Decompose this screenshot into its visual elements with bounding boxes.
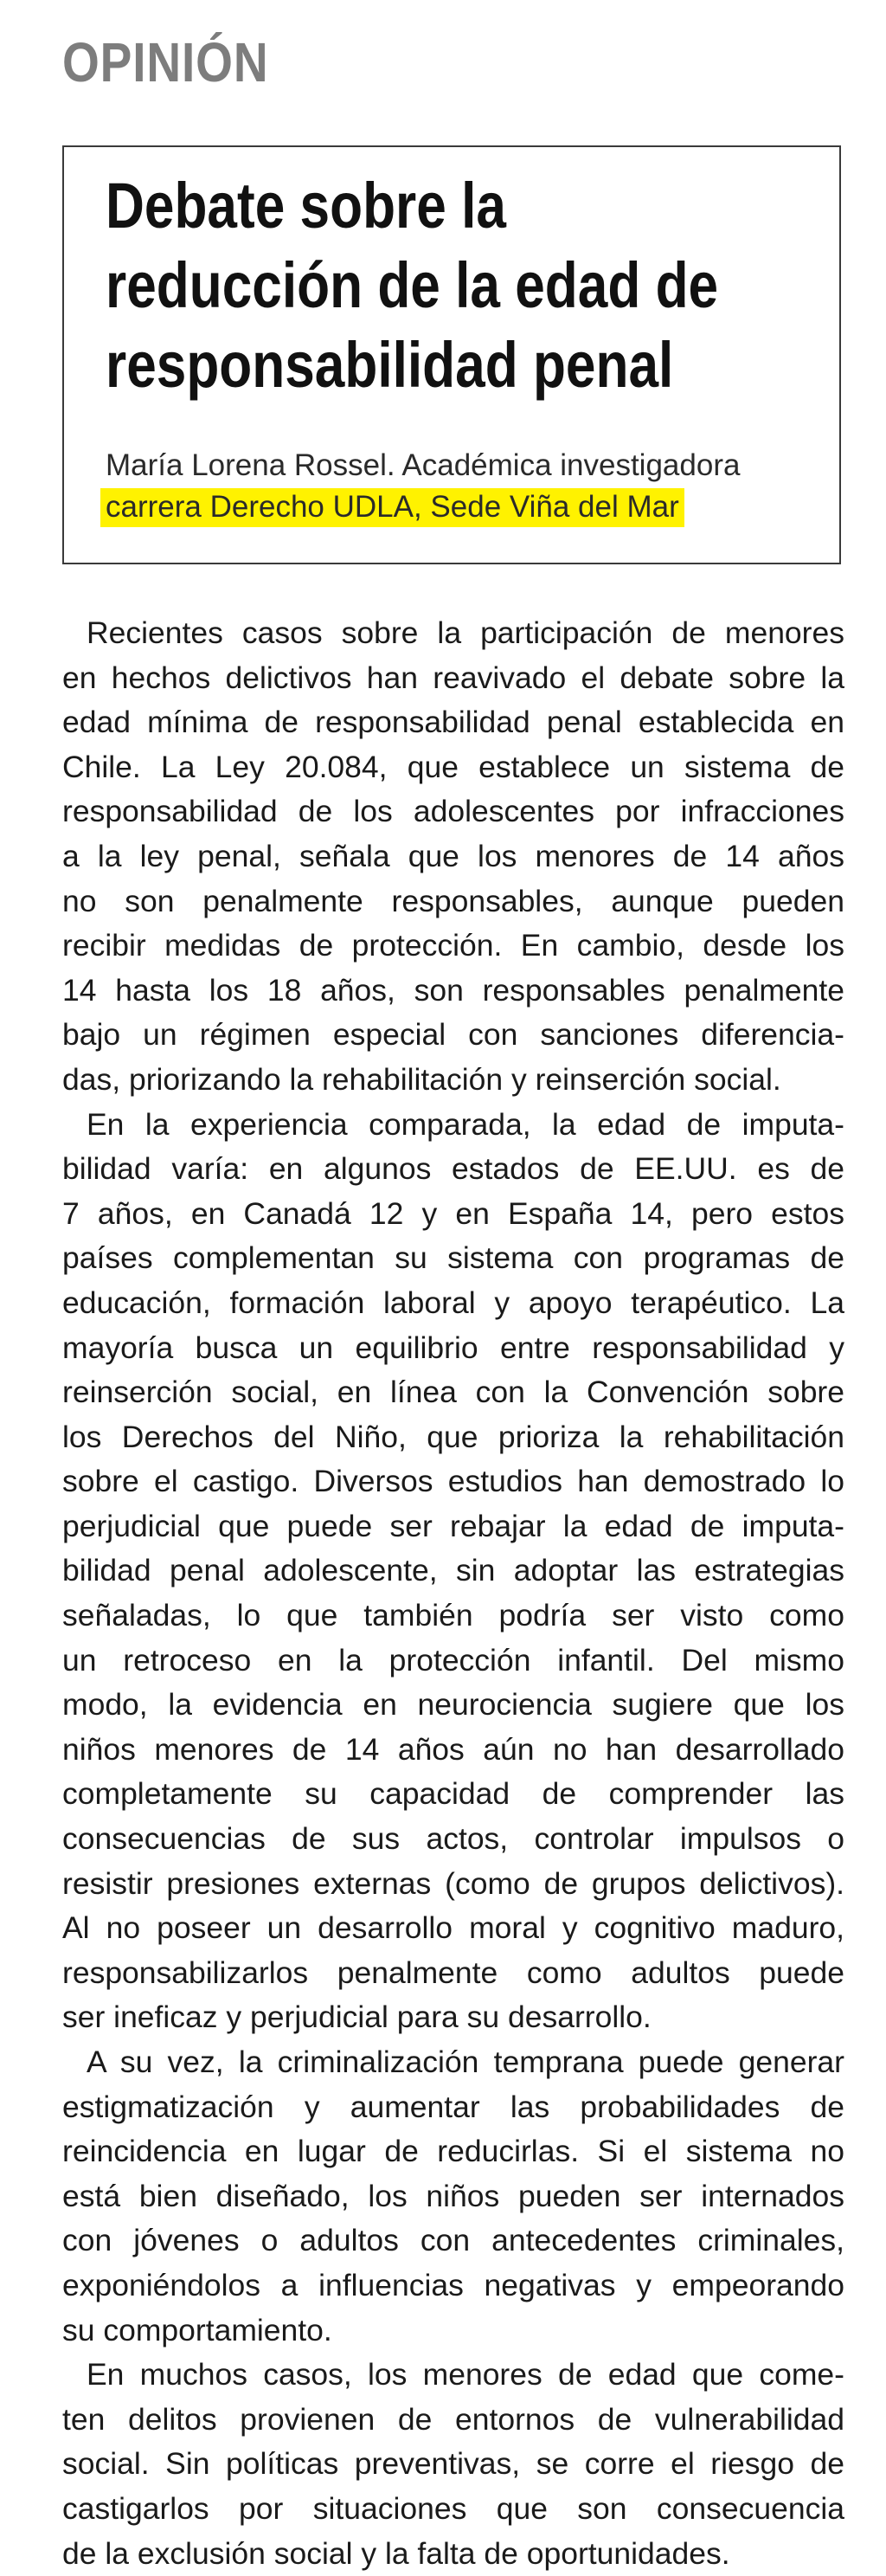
article-line: ten delitos provienen de entornos de vulnerabilidad (62, 2401, 844, 2437)
section-label: OPINIÓN (62, 31, 269, 93)
byline (106, 445, 832, 528)
headline-box (62, 145, 841, 564)
article-line: no son penalmente responsables, aunque pueden (62, 883, 844, 918)
byline-author: María Lorena Rossel. Académica investigadora (106, 448, 741, 482)
article-line: educación, formación laboral y apoyo terapéutico. La (62, 1285, 844, 1320)
headline-line: Debate sobre la (106, 170, 506, 242)
article-line: de la exclusión social y la falta de oportunidades. (62, 2535, 730, 2571)
article-line: consecuencias de sus actos, controlar impulsos o (62, 1821, 844, 1857)
article-line: social. Sin políticas preventivas, se corre el riesgo de (62, 2446, 844, 2482)
paragraph-4 (62, 2353, 844, 2576)
article-line: recibir medidas de protección. En cambio, desde los (62, 928, 844, 963)
article-line: está bien diseñado, los niños pueden ser internados (62, 2178, 844, 2213)
article-line: los Derechos del Niño, que prioriza la rehabilitación (62, 1419, 844, 1454)
article-line: niños menores de 14 años aún no han desarrollado (62, 1731, 844, 1767)
paragraph-1 (62, 611, 844, 1103)
article-line: Al no poseer un desarrollo moral y cognitivo maduro, (62, 1910, 844, 1946)
article-line: completamente su capacidad de comprender las (62, 1776, 844, 1812)
article-line: 14 hasta los 18 años, son responsables penalmente (62, 972, 844, 1008)
article-line: sobre el castigo. Diversos estudios han demostrado lo (62, 1464, 844, 1499)
article-line: señaladas, lo que también podría ser visto como (62, 1598, 844, 1633)
paragraph-2 (62, 1103, 844, 2040)
article-line: En la experiencia comparada, la edad de imputa- (87, 1106, 844, 1142)
article-line: resistir presiones externas (como de grupos delictivos). (62, 1865, 844, 1901)
byline-highlight: carrera Derecho UDLA, Sede Viña del Mar (100, 488, 684, 527)
headline-line: responsabilidad penal (106, 329, 674, 401)
article-line: bilidad penal adolescente, sin adoptar las estrategias (62, 1553, 844, 1588)
byline-affiliation (106, 486, 832, 528)
article-line: edad mínima de responsabilidad penal establecida en (62, 705, 844, 740)
article-line: su comportamiento. (62, 2312, 332, 2347)
article-line: países complementan su sistema con programas de (62, 1240, 844, 1276)
paragraph-3 (62, 2040, 844, 2353)
article-line: perjudicial que puede ser rebajar la edad de imputa- (62, 1508, 844, 1543)
article-line: responsabilizarlos penalmente como adultos puede (62, 1955, 844, 1990)
article-line: un retroceso en la protección infantil. Del mismo (62, 1642, 844, 1678)
article-line: en hechos delictivos han reavivado el debate sobre la (62, 660, 844, 695)
article-line: Chile. La Ley 20.084, que establece un sistema de (62, 749, 844, 784)
article-line: reinserción social, en línea con la Convención sobre (62, 1375, 844, 1410)
article-line: exponiéndolos a influencias negativas y empeorando (62, 2267, 844, 2302)
article-line: a la ley penal, señala que los menores de 14 años (62, 838, 844, 873)
article-line: ser ineficaz y perjudicial para su desarrollo. (62, 2000, 652, 2035)
article-line: responsabilidad de los adolescentes por infracciones (62, 794, 844, 829)
article-line: 7 años, en Canadá 12 y en España 14, pero estos (62, 1195, 844, 1231)
article-body (62, 611, 844, 2576)
article-line: bilidad varía: en algunos estados de EE.UU. es de (62, 1151, 844, 1187)
article-line: castigarlos por situaciones que son consecuencia (62, 2490, 844, 2526)
article-line: modo, la evidencia en neurociencia sugiere que los (62, 1687, 844, 1723)
article-line: estigmatización y aumentar las probabilidades de (62, 2089, 844, 2124)
article-line: En muchos casos, los menores de edad que come- (87, 2357, 844, 2392)
article-line: mayoría busca un equilibrio entre responsabilidad y (62, 1330, 844, 1365)
headline-line: reducción de la edad de (106, 249, 719, 321)
article-line: A su vez, la criminalización temprana puede generar (87, 2045, 844, 2079)
article-line: Recientes casos sobre la participación de menores (87, 615, 844, 650)
article-line: con jóvenes o adultos con antecedentes criminales, (62, 2223, 844, 2258)
article-line: bajo un régimen especial con sanciones diferencia- (62, 1017, 844, 1053)
article-line: reincidencia en lugar de reducirlas. Si el sistema no (62, 2134, 844, 2169)
article-line: das, priorizando la rehabilitación y reinserción social. (62, 1061, 781, 1097)
headline (106, 166, 719, 405)
